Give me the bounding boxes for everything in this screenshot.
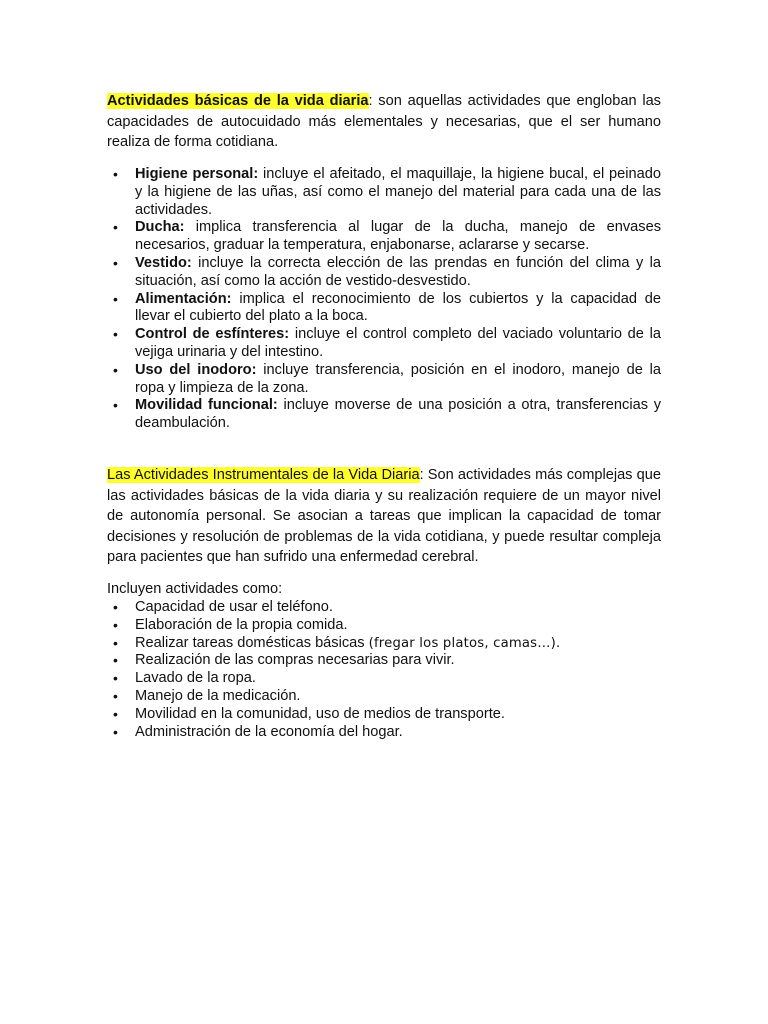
list-item: [107, 688, 661, 706]
list-item: [107, 652, 661, 670]
list-item: [107, 706, 661, 724]
item-text: Lavado de la ropa.: [135, 670, 256, 687]
item-text: Movilidad en la comunidad, uso de medios de transporte.: [135, 705, 505, 722]
item-text: incluye moverse de una posición a otra, transferencias y deambulación.: [135, 397, 662, 432]
bullet-icon: •: [113, 361, 118, 378]
list-item: [107, 670, 661, 688]
item-text: Elaboración de la propia comida.: [135, 616, 348, 633]
item-text: Realización de las compras necesarias para vivir.: [135, 652, 455, 669]
item-text: incluye transferencia, posición en el inodoro, manejo de la ropa y limpieza de la zona.: [135, 361, 661, 396]
list-item: [107, 166, 661, 219]
section2-title: Las Actividades Instrumentales de la Vida Diaria: [107, 467, 420, 483]
item-term: Control de esfínteres:: [135, 326, 290, 343]
bullet-icon: •: [113, 599, 118, 615]
section2-intro-paragraph: [107, 465, 661, 568]
list-item: [107, 599, 661, 617]
bullet-icon: •: [113, 166, 118, 182]
bullet-icon: •: [113, 634, 118, 651]
item-text: Manejo de la medicación.: [135, 687, 301, 704]
item-text: incluye la correcta elección de las prendas en función del clima y la situación, así como la acción de vestido-desvestido.: [135, 254, 661, 289]
item-extra-text: (fregar los platos, camas…).: [368, 635, 561, 651]
bullet-icon: •: [113, 397, 118, 414]
item-text: Administración de la economía del hogar.: [135, 723, 403, 740]
section1-list: [107, 166, 661, 433]
bullet-icon: •: [113, 723, 118, 740]
item-text: incluye el control completo del vaciado voluntario de la vejiga urinaria y del intestino.: [135, 326, 661, 360]
section1-intro-paragraph: [107, 91, 661, 153]
list-item: [107, 617, 661, 635]
list-item: [107, 255, 661, 291]
bullet-icon: •: [113, 687, 118, 704]
item-text: Realizar tareas domésticas básicas: [135, 634, 369, 651]
list-item: [107, 291, 661, 327]
list-item: [107, 724, 661, 742]
item-text: implica transferencia al lugar de la ducha, manejo de envases necesarios, graduar la temperatura, enjabonarse, aclararse y secarse.: [135, 219, 661, 254]
item-text: Capacidad de usar el teléfono.: [135, 599, 333, 615]
bullet-icon: •: [113, 326, 118, 343]
bullet-icon: •: [113, 254, 118, 271]
section2-intro: : Son actividades más complejas que las actividades básicas de la vida diaria y su realización requiere de un mayor nivel de autonomía personal. Se asocian a tareas que implican la capacidad de tomar decisiones y resolución de problemas de la vida cotidiana, y puede resultar compleja para pacientes que han sufrido una enfermedad cerebral.: [107, 467, 661, 565]
section1-title: Actividades básicas de la vida diaria: [107, 93, 369, 109]
bullet-icon: •: [113, 705, 118, 722]
list-item: [107, 362, 661, 398]
item-text: incluye el afeitado, el maquillaje, la higiene bucal, el peinado y la higiene de las uñas, así como el manejo del material para cada una de las actividades.: [135, 166, 661, 218]
item-term: Ducha:: [135, 219, 185, 236]
item-term: Higiene personal:: [135, 166, 259, 182]
list-item: [107, 635, 661, 653]
item-term: Alimentación:: [135, 290, 232, 307]
list-item: [107, 219, 661, 255]
bullet-icon: •: [113, 652, 118, 669]
section2-list-intro: Incluyen actividades como:: [107, 581, 283, 597]
section1-intro: : son aquellas actividades que engloban las capacidades de autocuidado más elementales y necesarias, que el ser humano realiza de forma cotidiana.: [107, 93, 661, 150]
item-term: Uso del inodoro:: [135, 361, 257, 378]
bullet-icon: •: [113, 219, 118, 236]
item-term: Movilidad funcional:: [135, 397, 278, 414]
bullet-icon: •: [113, 616, 118, 633]
item-text: implica el reconocimiento de los cubiertos y la capacidad de llevar el cubierto del plato a la boca.: [135, 290, 661, 325]
list-item: [107, 326, 661, 362]
section2-list: [107, 599, 661, 741]
list-item: [107, 397, 661, 433]
item-term: Vestido:: [135, 254, 192, 271]
bullet-icon: •: [113, 670, 118, 687]
bullet-icon: •: [113, 290, 118, 307]
